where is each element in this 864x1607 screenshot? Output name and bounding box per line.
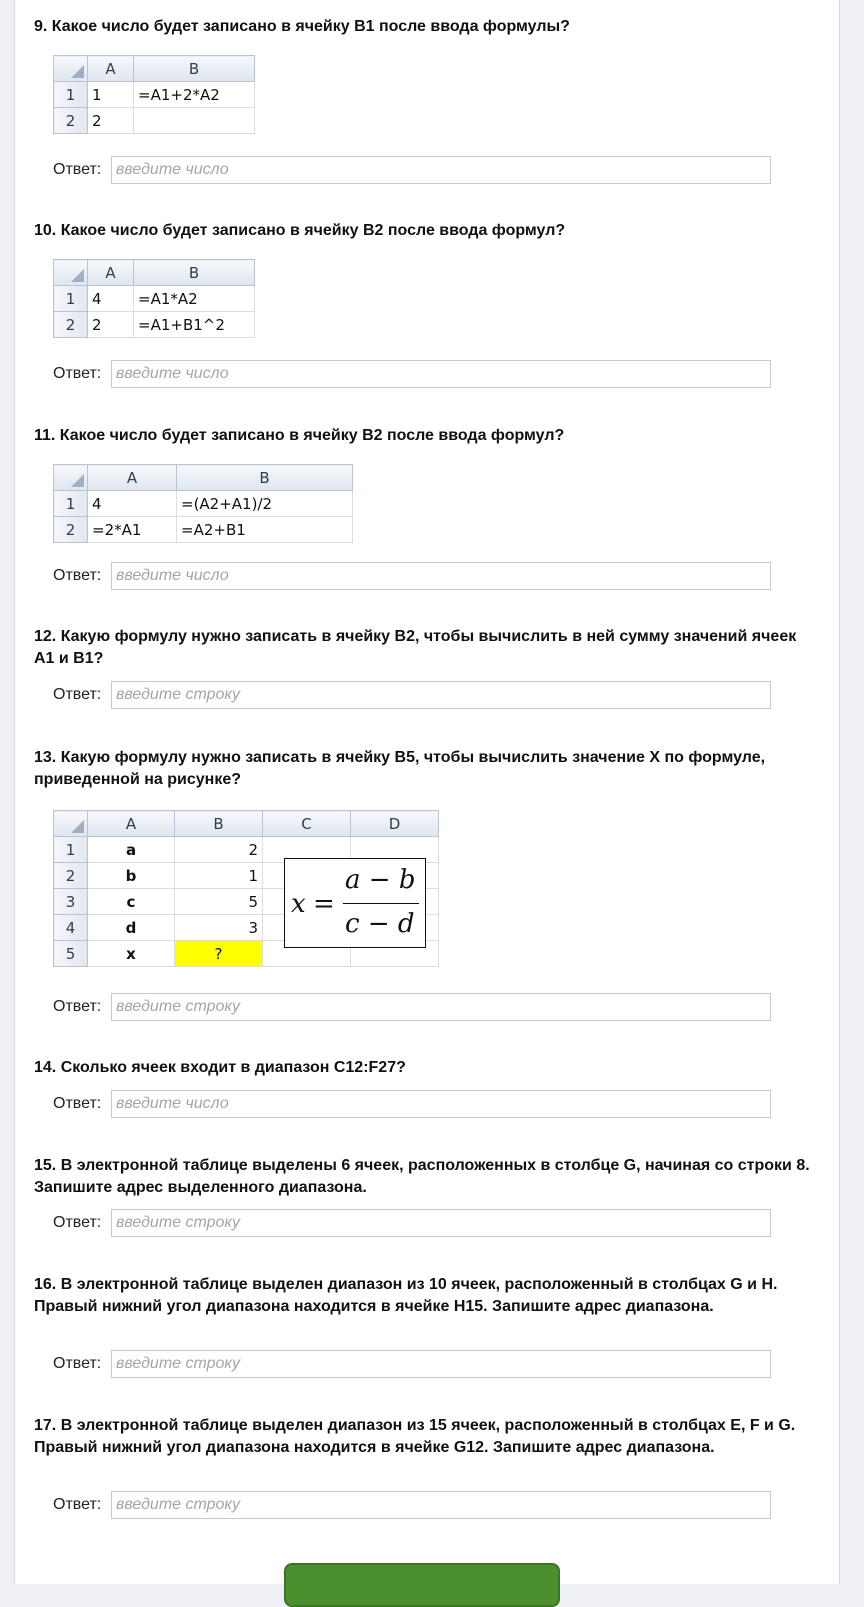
question-10-answer [53, 360, 773, 390]
question-12-answer-input[interactable] [111, 681, 771, 709]
question-9-table [53, 55, 255, 134]
question-14-answer-input[interactable] [111, 1090, 771, 1118]
col-header: B [134, 260, 255, 286]
cell-a2: 2 [88, 312, 134, 338]
row-header: 2 [54, 312, 88, 338]
question-9-text: 9. Какое число будет записано в ячейку B1 после ввода формулы? [34, 18, 570, 35]
formula-lhs: x [291, 889, 306, 919]
answer-label: Ответ: [53, 998, 102, 1015]
cell-b3: 5 [175, 889, 263, 915]
row-header: 5 [54, 941, 88, 967]
question-14-answer [53, 1090, 773, 1120]
table-corner [54, 56, 88, 82]
cell-b2: 1 [175, 863, 263, 889]
question-13-answer [53, 993, 773, 1023]
question-13-answer-input[interactable] [111, 993, 771, 1021]
question-11-answer-input[interactable] [111, 562, 771, 590]
answer-label: Ответ: [53, 1214, 102, 1231]
cell-a1: 4 [88, 286, 134, 312]
question-15-text: 15. В электронной таблице выделены 6 ячеек, расположенных в столбце G, начиная со строки 8. Запишите адрес выделенного диапазона. [34, 1157, 810, 1196]
col-header: C [263, 811, 351, 837]
question-12-answer [53, 681, 773, 711]
answer-label: Ответ: [53, 365, 102, 382]
question-11-table [53, 464, 353, 543]
row-header: 3 [54, 889, 88, 915]
col-header: A [88, 811, 175, 837]
col-header: A [88, 465, 177, 491]
answer-label: Ответ: [53, 567, 102, 584]
cell-b2: =A1+B1^2 [134, 312, 255, 338]
question-17-text: 17. В электронной таблице выделен диапазон из 15 ячеек, расположенный в столбцах E, F и G. Правый нижний угол диапазона находится в ячейке G12. Запишите адрес диапазона. [34, 1417, 796, 1456]
question-10-answer-input[interactable] [111, 360, 771, 388]
cell-a2: =2*A1 [88, 517, 177, 543]
question-16-text: 16. В электронной таблице выделен диапазон из 10 ячеек, расположенный в столбцах G и H. Правый нижний угол диапазона находится в ячейке H15. Запишите адрес диапазона. [34, 1276, 778, 1315]
question-9-answer-input[interactable] [111, 156, 771, 184]
question-16-answer [53, 1350, 773, 1380]
row-header: 2 [54, 863, 88, 889]
cell-b1: =A1+2*A2 [134, 82, 255, 108]
fraction-bar [343, 903, 419, 904]
question-10-table [53, 259, 255, 338]
cell-a1: a [88, 837, 175, 863]
row-header: 2 [54, 517, 88, 543]
row-header: 1 [54, 82, 88, 108]
cell-b4: 3 [175, 915, 263, 941]
cell-a1: 4 [88, 491, 177, 517]
cell-a4: d [88, 915, 175, 941]
question-11-text: 11. Какое число будет записано в ячейку B2 после ввода формул? [34, 427, 565, 444]
answer-label: Ответ: [53, 1355, 102, 1372]
answer-label: Ответ: [53, 1496, 102, 1513]
table-corner [54, 811, 88, 837]
question-15-answer-input[interactable] [111, 1209, 771, 1237]
cell-b2 [134, 108, 255, 134]
question-16-answer-input[interactable] [111, 1350, 771, 1378]
row-header: 1 [54, 286, 88, 312]
question-13-text: 13. Какую формулу нужно записать в ячейку B5, чтобы вычислить значение X по формуле, приведенной на рисунке? [34, 749, 766, 788]
formula-image [284, 858, 426, 948]
cell-a2: 2 [88, 108, 134, 134]
col-header: B [175, 811, 263, 837]
table-corner [54, 465, 88, 491]
row-header: 1 [54, 837, 88, 863]
formula-denominator: c − d [345, 909, 415, 939]
cell-b1: =(A2+A1)/2 [177, 491, 353, 517]
col-header: B [177, 465, 353, 491]
cell-a2: b [88, 863, 175, 889]
formula-numerator: a − b [345, 865, 416, 895]
col-header: D [351, 811, 439, 837]
question-15-answer [53, 1209, 773, 1239]
question-12-text: 12. Какую формулу нужно записать в ячейку B2, чтобы вычислить в ней сумму значений ячеек A1 и B1? [34, 628, 797, 667]
col-header: A [88, 260, 134, 286]
row-header: 2 [54, 108, 88, 134]
question-10-text: 10. Какое число будет записано в ячейку B2 после ввода формул? [34, 222, 566, 239]
question-17-answer-input[interactable] [111, 1491, 771, 1519]
cell-a5: x [88, 941, 175, 967]
cell-b2: =A2+B1 [177, 517, 353, 543]
question-11-answer [53, 562, 773, 592]
col-header: A [88, 56, 134, 82]
formula-equals: = [313, 889, 335, 919]
cell-a3: c [88, 889, 175, 915]
cell-b1: =A1*A2 [134, 286, 255, 312]
answer-label: Ответ: [53, 686, 102, 703]
question-14-text: 14. Сколько ячеек входит в диапазон C12:F27? [34, 1059, 406, 1076]
question-9-answer [53, 156, 773, 186]
cell-b5-highlighted: ? [175, 941, 263, 967]
answer-label: Ответ: [53, 1095, 102, 1112]
question-17-answer [53, 1491, 773, 1521]
row-header: 1 [54, 491, 88, 517]
row-header: 4 [54, 915, 88, 941]
cell-b1: 2 [175, 837, 263, 863]
cell-a1: 1 [88, 82, 134, 108]
col-header: B [134, 56, 255, 82]
table-corner [54, 260, 88, 286]
submit-button[interactable] [284, 1563, 560, 1607]
answer-label: Ответ: [53, 161, 102, 178]
